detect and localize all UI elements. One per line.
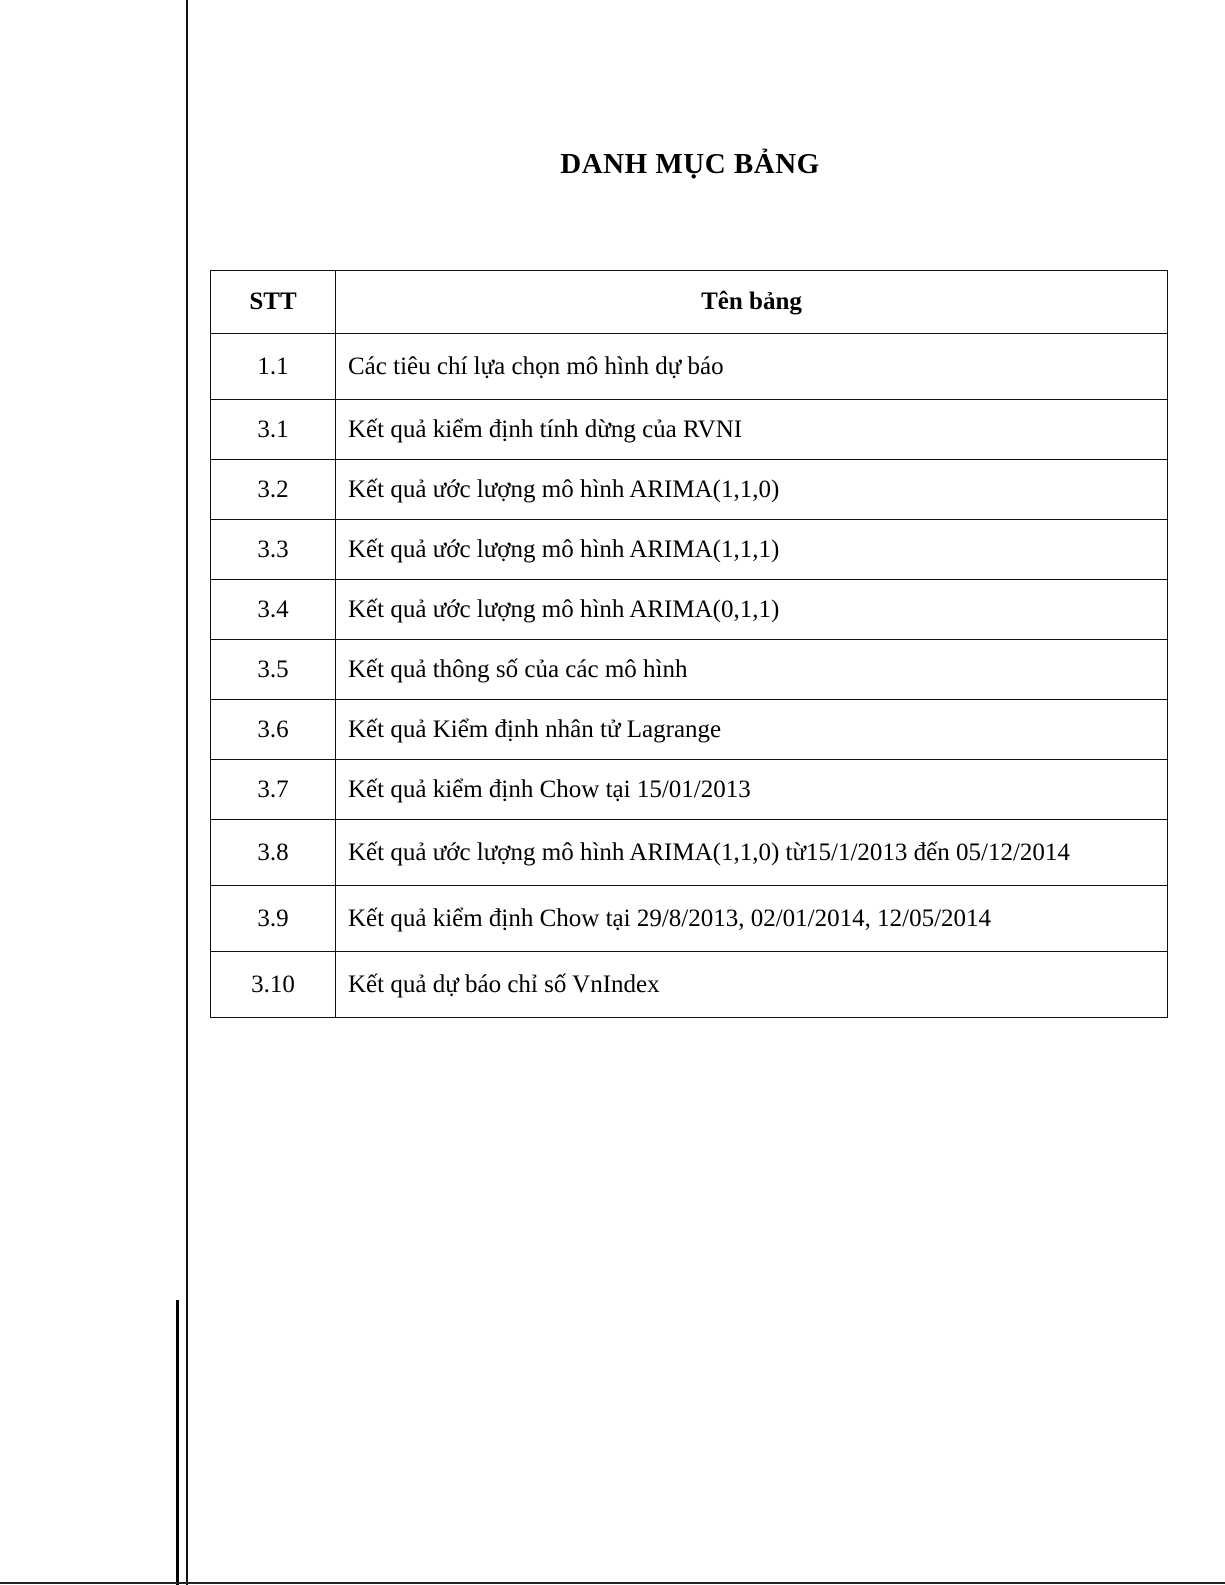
row-stt: 3.10 <box>211 952 336 1018</box>
table-row <box>211 640 1168 700</box>
table-row <box>211 700 1168 760</box>
table-row <box>211 820 1168 886</box>
row-table-name: Kết quả ước lượng mô hình ARIMA(1,1,1) <box>336 520 1168 580</box>
row-stt: 3.1 <box>211 400 336 460</box>
table-list <box>210 270 1168 1018</box>
table-row <box>211 760 1168 820</box>
row-stt: 3.6 <box>211 700 336 760</box>
row-stt: 3.3 <box>211 520 336 580</box>
row-stt: 3.8 <box>211 820 336 886</box>
row-stt: 3.9 <box>211 886 336 952</box>
header-stt: STT <box>211 271 336 334</box>
row-table-name: Kết quả kiểm định Chow tại 29/8/2013, 02/01/2014, 12/05/2014 <box>336 886 1168 952</box>
page-title: DANH MỤC BẢNG <box>560 148 820 180</box>
table-row <box>211 460 1168 520</box>
row-stt: 1.1 <box>211 334 336 400</box>
row-table-name: Các tiêu chí lựa chọn mô hình dự báo <box>336 334 1168 400</box>
header-table-name: Tên bảng <box>336 271 1168 334</box>
row-table-name: Kết quả dự báo chỉ số VnIndex <box>336 952 1168 1018</box>
binding-edge-shadow <box>176 1300 179 1585</box>
table-row <box>211 580 1168 640</box>
table-row <box>211 334 1168 400</box>
row-table-name: Kết quả ước lượng mô hình ARIMA(0,1,1) <box>336 580 1168 640</box>
row-stt: 3.2 <box>211 460 336 520</box>
row-table-name: Kết quả Kiểm định nhân tử Lagrange <box>336 700 1168 760</box>
table-row <box>211 520 1168 580</box>
table-header-row <box>211 271 1168 334</box>
page-bottom-edge <box>0 1582 1225 1584</box>
row-table-name: Kết quả ước lượng mô hình ARIMA(1,1,0) <box>336 460 1168 520</box>
row-table-name: Kết quả thông số của các mô hình <box>336 640 1168 700</box>
binding-edge-line <box>186 0 188 1585</box>
row-table-name: Kết quả kiểm định Chow tại 15/01/2013 <box>336 760 1168 820</box>
row-stt: 3.4 <box>211 580 336 640</box>
row-stt: 3.5 <box>211 640 336 700</box>
row-table-name: Kết quả ước lượng mô hình ARIMA(1,1,0) từ15/1/2013 đến 05/12/2014 <box>336 820 1168 886</box>
row-stt: 3.7 <box>211 760 336 820</box>
table-row <box>211 886 1168 952</box>
table-row <box>211 952 1168 1018</box>
table-row <box>211 400 1168 460</box>
row-table-name: Kết quả kiểm định tính dừng của RVNI <box>336 400 1168 460</box>
